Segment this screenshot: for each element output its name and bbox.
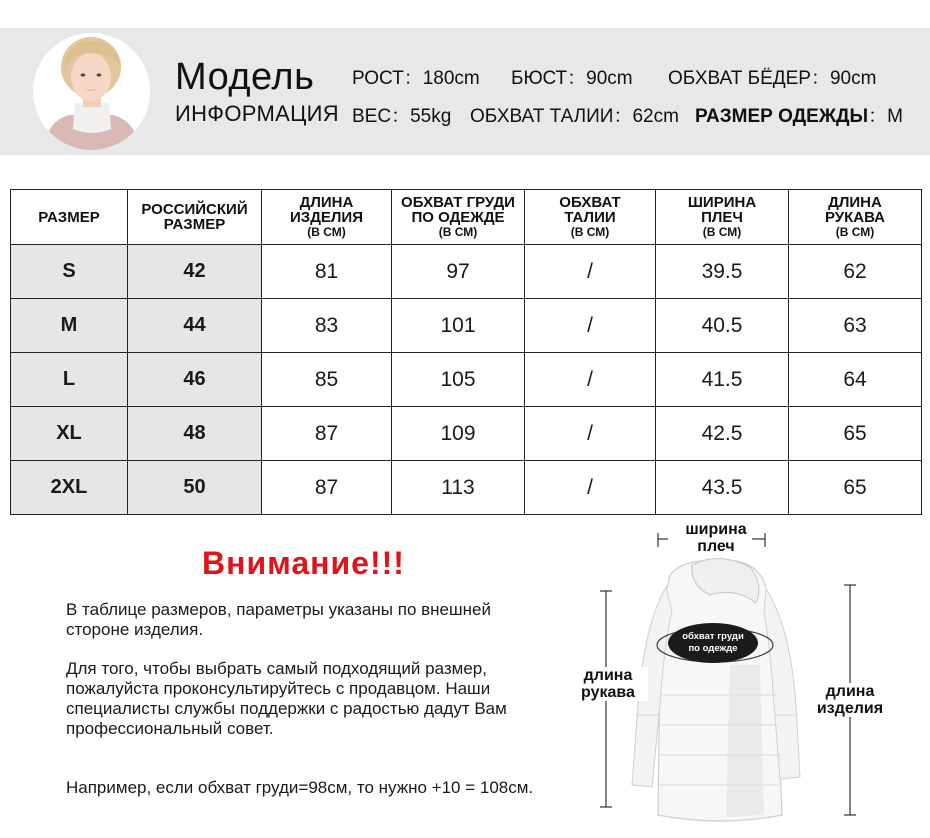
- table-cell: 42.5: [656, 407, 789, 461]
- table-cell: 41.5: [656, 353, 789, 407]
- table-cell: /: [525, 299, 656, 353]
- model-info-banner: [0, 28, 930, 155]
- model-subtitle: ИНФОРМАЦИЯ: [175, 101, 339, 126]
- shoulder-width-label: ширина плеч: [685, 521, 747, 555]
- table-header-row: [11, 190, 922, 245]
- table-row: [11, 245, 922, 299]
- table-cell: 62: [789, 245, 922, 299]
- table-cell: 109: [392, 407, 525, 461]
- table-cell: 87: [262, 407, 392, 461]
- table-cell: M: [11, 299, 128, 353]
- table-cell: 63: [789, 299, 922, 353]
- table-cell: /: [525, 353, 656, 407]
- table-cell: 101: [392, 299, 525, 353]
- column-header-4: ОБХВАТ ТАЛИИ (В СМ): [525, 190, 656, 245]
- sleeve-length-label: длина рукава: [568, 667, 648, 701]
- table-cell: S: [11, 245, 128, 299]
- spec-bust: БЮСТ：90cm: [511, 68, 633, 89]
- table-cell: 48: [128, 407, 262, 461]
- table-row: [11, 299, 922, 353]
- column-header-6: ДЛИНА РУКАВА (В СМ): [789, 190, 922, 245]
- table-cell: 105: [392, 353, 525, 407]
- table-cell: 87: [262, 461, 392, 515]
- table-row: [11, 407, 922, 461]
- table-cell: 50: [128, 461, 262, 515]
- column-header-5: ШИРИНА ПЛЕЧ (В СМ): [656, 190, 789, 245]
- spec-waist: ОБХВАТ ТАЛИИ：62cm: [470, 106, 679, 127]
- table-cell: 46: [128, 353, 262, 407]
- table-cell: 64: [789, 353, 922, 407]
- notice-paragraph-1: В таблице размеров, параметры указаны по внешней стороне изделия.: [66, 600, 491, 639]
- table-row: [11, 353, 922, 407]
- table-cell: 65: [789, 461, 922, 515]
- table-cell: 81: [262, 245, 392, 299]
- table-cell: 83: [262, 299, 392, 353]
- table-cell: 42: [128, 245, 262, 299]
- table-cell: /: [525, 245, 656, 299]
- model-title: Модель: [175, 56, 315, 98]
- table-row: [11, 461, 922, 515]
- table-cell: 65: [789, 407, 922, 461]
- column-header-0: РАЗМЕР: [11, 190, 128, 245]
- spec-weight: ВЕС：55kg: [352, 106, 452, 127]
- table-cell: 39.5: [656, 245, 789, 299]
- spec-height: РОСТ：180cm: [352, 68, 480, 89]
- column-header-1: РОССИЙСКИЙ РАЗМЕР: [128, 190, 262, 245]
- table-cell: /: [525, 461, 656, 515]
- table-cell: 113: [392, 461, 525, 515]
- model-avatar: [33, 33, 150, 150]
- table-cell: 97: [392, 245, 525, 299]
- table-cell: 40.5: [656, 299, 789, 353]
- notice-paragraph-3: Например, если обхват груди=98см, то нужно +10 = 108см.: [66, 778, 534, 797]
- attention-heading: Внимание!!!: [202, 545, 405, 581]
- chest-girth-badge: обхват груди по одежде: [668, 623, 758, 663]
- size-chart-table: [10, 189, 922, 515]
- table-cell: 2XL: [11, 461, 128, 515]
- measurement-diagram: [560, 515, 920, 838]
- table-cell: /: [525, 407, 656, 461]
- column-header-3: ОБХВАТ ГРУДИ ПО ОДЕЖДЕ (В СМ): [392, 190, 525, 245]
- garment-length-label: длина изделия: [810, 683, 890, 717]
- table-cell: 85: [262, 353, 392, 407]
- spec-clothing-size: РАЗМЕР ОДЕЖДЫ：M: [695, 106, 903, 127]
- column-header-2: ДЛИНА ИЗДЕЛИЯ (В СМ): [262, 190, 392, 245]
- notice-paragraph-2: Для того, чтобы выбрать самый подходящий размер, пожалуйста проконсультируйтесь с продавцом. Наши специалисты службы поддержки с радостью дадут Вам профессиональный совет.: [66, 659, 507, 738]
- table-cell: XL: [11, 407, 128, 461]
- table-cell: 44: [128, 299, 262, 353]
- model-portrait-image: [33, 33, 150, 150]
- table-cell: L: [11, 353, 128, 407]
- table-cell: 43.5: [656, 461, 789, 515]
- table-body: [11, 245, 922, 515]
- spec-hips: ОБХВАТ БЁДЕР：90cm: [668, 68, 877, 89]
